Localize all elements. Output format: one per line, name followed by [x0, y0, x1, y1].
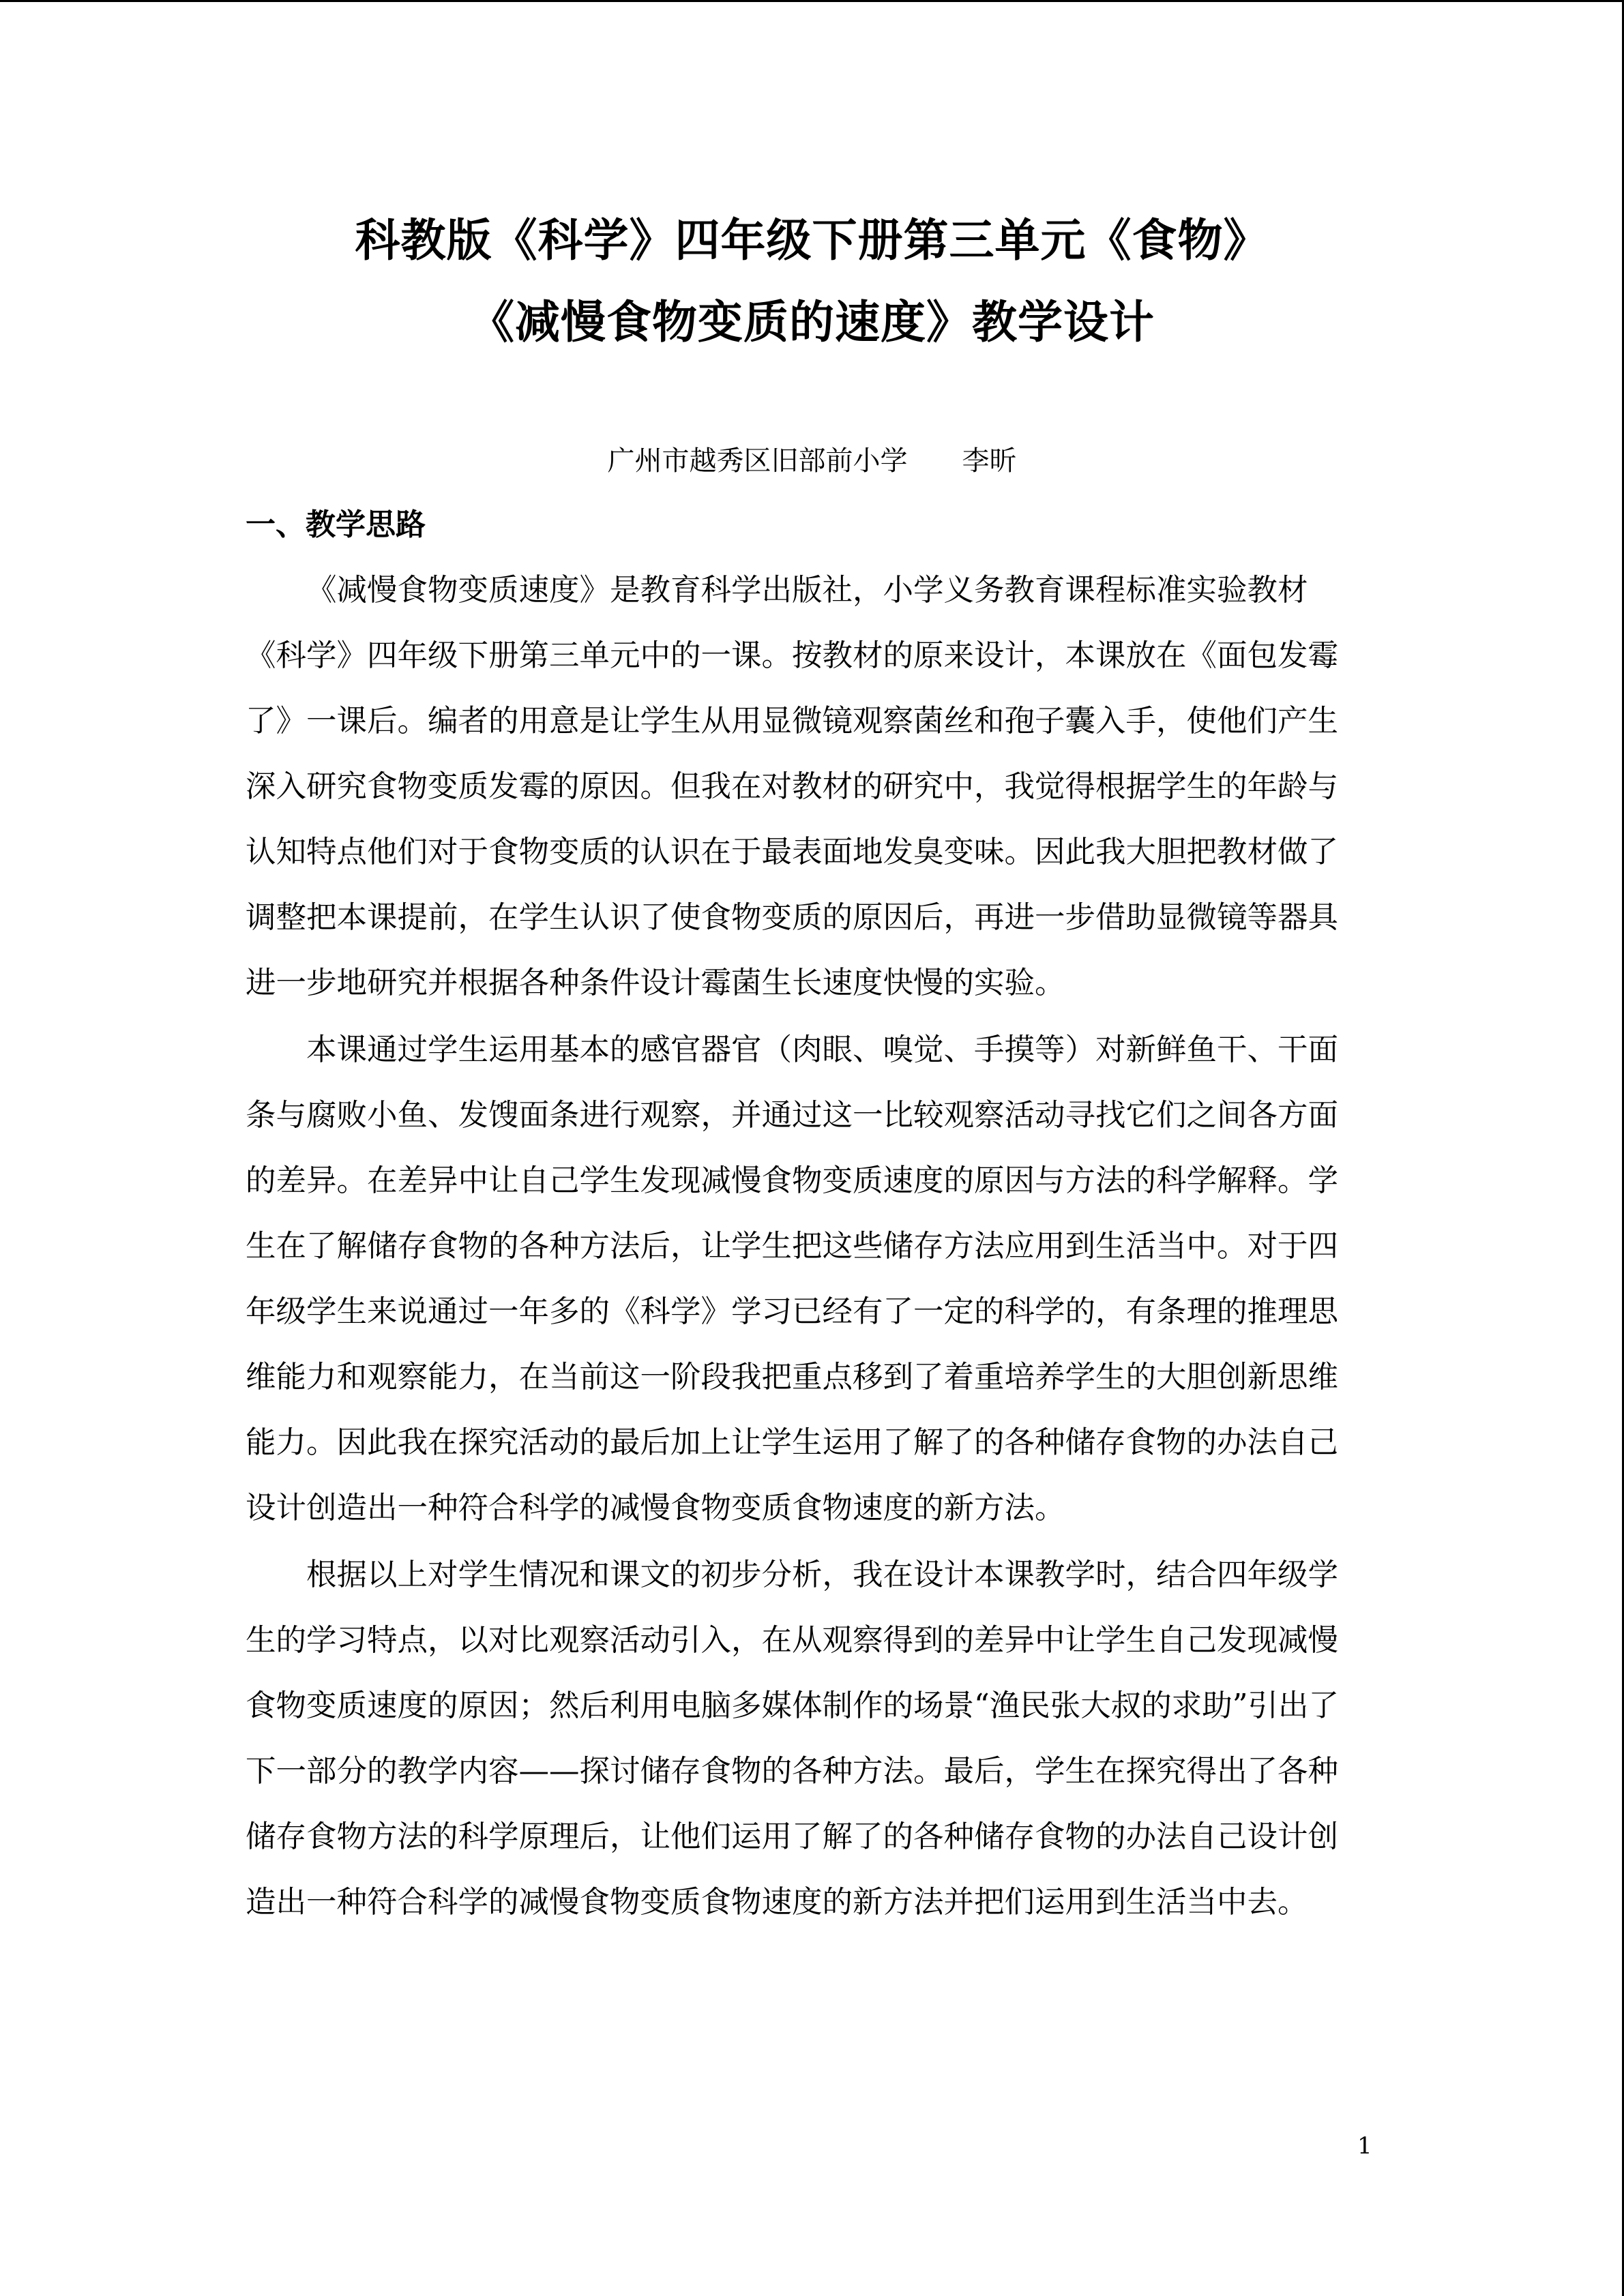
body-paragraph-3: 根据以上对学生情况和课文的初步分析，我在设计本课教学时，结合四年级学生的学习特点，以对比观察活动引入，在从观察得到的差异中让学生自己发现减慢食物变质速度的原因；然后利用电脑多媒体制作的场景“渔民张大叔的求助”引出了下一部分的教学内容——探讨储存食物的各种方法。最后，学生在探究得出了各种储存食物方法的科学原理后，让他们运用了解了的各种储存食物的办法自己设计创造出一种符合科学的减慢食物变质食物速度的新方法并把们运用到生活当中去。	[246, 1557, 1340, 1920]
body-paragraph-2: 本课通过学生运用基本的感官器官（肉眼、嗅觉、手摸等）对新鲜鱼干、干面条与腐败小鱼、发馊面条进行观察，并通过这一比较观察活动寻找它们之间各方面的差异。在差异中让自己学生发现减慢食物变质速度的原因与方法的科学解释。学生在了解储存食物的各种方法后，让学生把这些储存方法应用到生活当中。对于四年级学生来说通过一年多的《科学》学习已经有了一定的科学的，有条理的推理思维能力和观察能力，在当前这一阶段我把重点移到了着重培养学生的大胆创新思维能力。因此我在探究活动的最后加上让学生运用了解了的各种储存食物的办法自己设计创造出一种符合科学的减慢食物变质食物速度的新方法。	[246, 1032, 1339, 1525]
page-number: 1	[1357, 2132, 1372, 2160]
body-paragraph-1: 《减慢食物变质速度》是教育科学出版社，小学义务教育课程标准实验教材《科学》四年级下册第三单元中的一课。按教材的原来设计，本课放在《面包发霉了》一课后。编者的用意是让学生从用显微镜观察菌丝和孢子囊入手，使他们产生深入研究食物变质发霉的原因。但我在对教材的研究中，我觉得根据学生的年龄与认知特点他们对于食物变质的认识在于最表面地发臭变味。因此我大胆把教材做了调整把本课提前，在学生认识了使食物变质的原因后，再进一步借助显微镜等器具进一步地研究并根据各种条件设计霉菌生长速度快慢的实验。	[246, 573, 1339, 1000]
author-line: 广州市越秀区旧部前小学 李昕	[607, 445, 1017, 477]
document-title-line-2: 《减慢食物变质的速度》教学设计	[469, 296, 1155, 348]
top-border-line	[0, 0, 1624, 2]
section-heading: 一、教学思路	[246, 507, 426, 542]
document-title-line-1: 科教版《科学》四年级下册第三单元《食物》	[355, 214, 1269, 267]
